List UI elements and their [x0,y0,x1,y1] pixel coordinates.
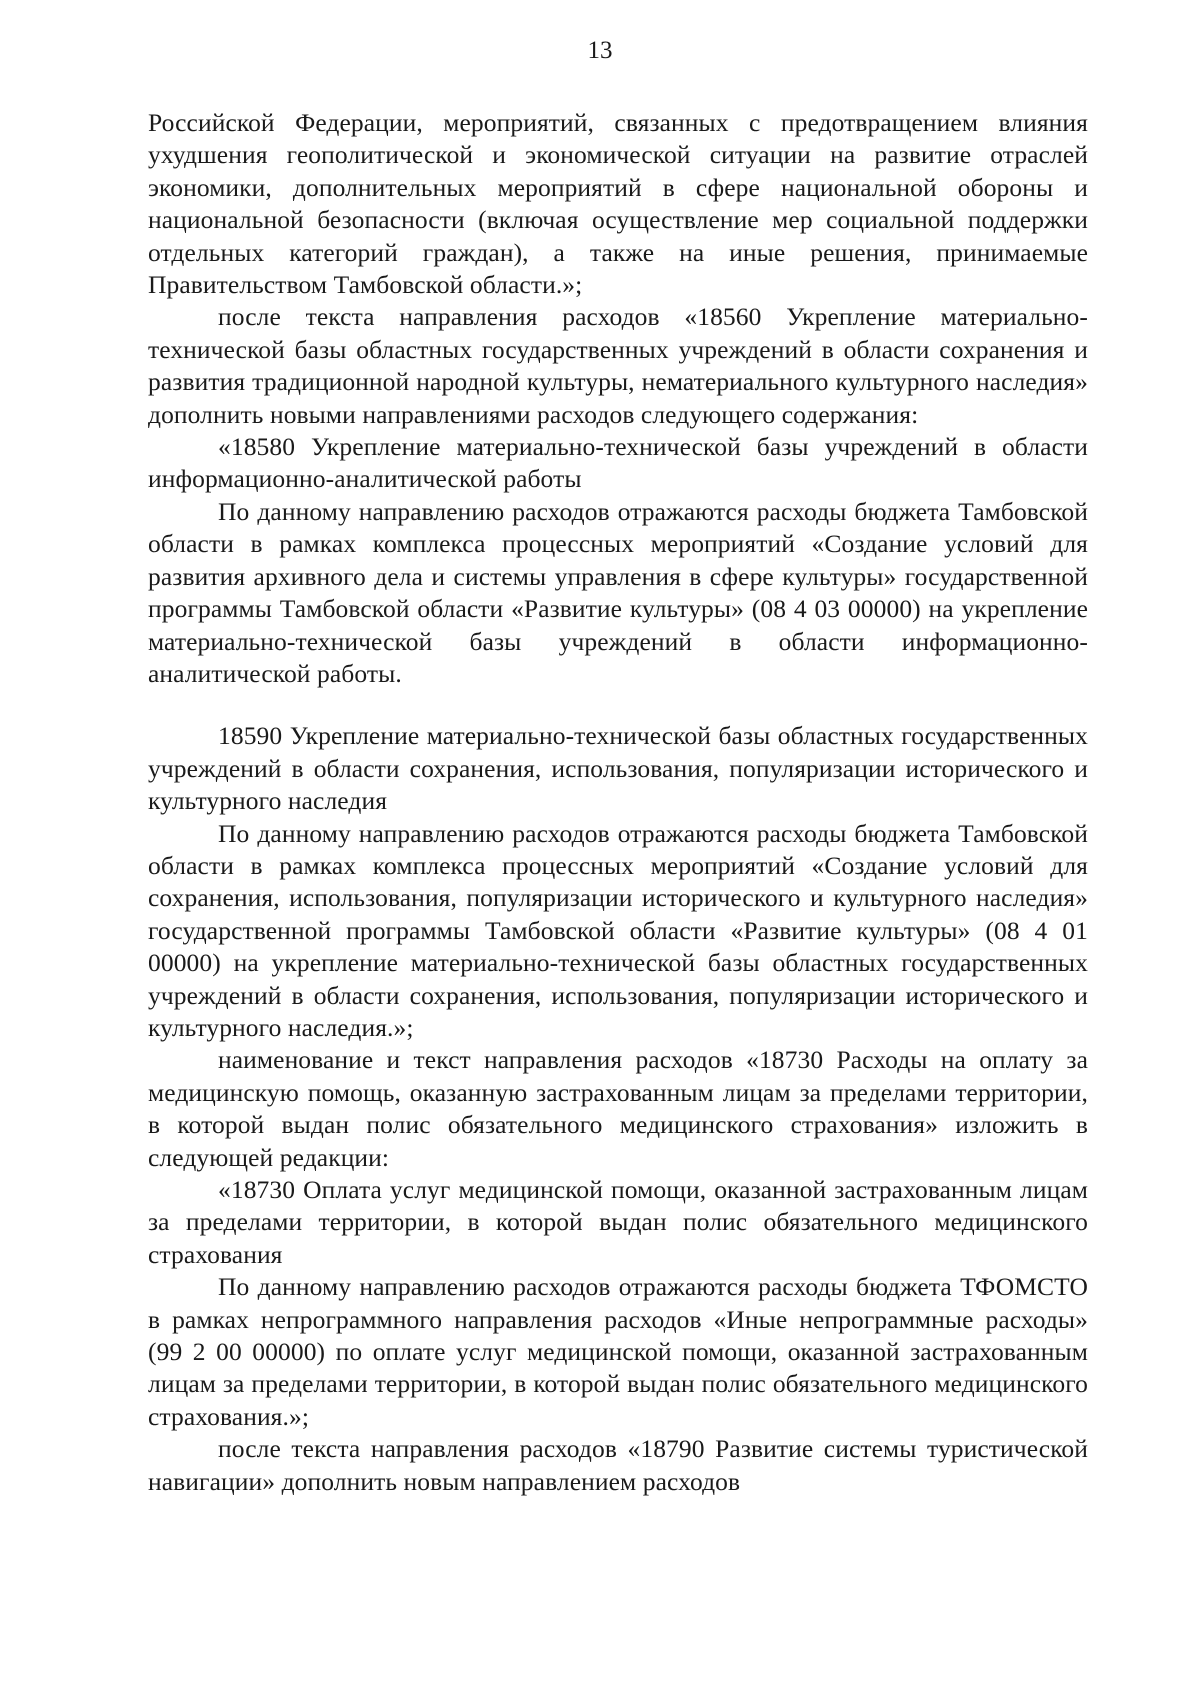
paragraph-amendment-18790: после текста направления расходов «18790 Развитие системы туристической навигации» дополнить новым направлением расходов [148,1434,1088,1496]
paragraph-description-18590: По данному направлению расходов отражаются расходы бюджета Тамбовской области в рамках комплекса процессных мероприятий «Создание условий для сохранения, использования, популяризации исторического и культурного наследия» государственной программы Тамбовской области «Развитие культуры» (08 4 01 00000) на укрепление материально-технической базы областных государственных учреждений в области сохранения, использования, популяризации исторического и культурного наследия.»; [148,818,1088,1042]
paragraph-amendment-18730: наименование и текст направления расходов «18730 Расходы на оплату за медицинскую помощь, оказанную застрахованным лицам за пределами территории, в которой выдан полис обязательного медицинского страхования» изложить в следующей редакции: [148,1045,1088,1172]
page-number: 13 [587,37,613,64]
document-body [148,107,1088,1498]
paragraph-heading-18730: «18730 Оплата услуг медицинской помощи, оказанной застрахованным лицам за пределами территории, в которой выдан полис обязательного медицинского страхования [148,1175,1088,1269]
paragraph-continuation: Российской Федерации, мероприятий, связанных с предотвращением влияния ухудшения геополитической и экономической ситуации на развитие отраслей экономики, дополнительных мероприятий в сфере национальной обороны и национальной безопасности (включая осуществление мер социальной поддержки отдельных категорий граждан), а также на иные решения, принимаемые Правительством Тамбовской области.»; [148,108,1088,300]
paragraph-description-18730: По данному направлению расходов отражаются расходы бюджета ТФОМСТО в рамках непрограммного направления расходов «Иные непрограммные расходы» (99 2 00 00000) по оплате услуг медицинской помощи, оказанной застрахованным лицам за пределами территории, в которой выдан полис обязательного медицинского страхования.»; [148,1272,1088,1431]
paragraph-amendment-18560: после текста направления расходов «18560 Укрепление материально-технической базы областных государственных учреждений в области сохранения и развития традиционной народной культуры, нематериального культурного наследия» дополнить новыми направлениями расходов следующего содержания: [148,302,1088,429]
paragraph-heading-18590: 18590 Укрепление материально-технической базы областных государственных учреждений в области сохранения, использования, популяризации исторического и культурного наследия [148,721,1088,816]
paragraph-heading-18580: «18580 Укрепление материально-технической базы учреждений в области информационно-аналитической работы [148,432,1088,494]
paragraph-description-18580: По данному направлению расходов отражаются расходы бюджета Тамбовской области в рамках комплекса процессных мероприятий «Создание условий для развития архивного дела и системы управления в сфере культуры» государственной программы Тамбовской области «Развитие культуры» (08 4 03 00000) на укрепление материально-технической базы учреждений в области информационно-аналитической работы. [148,496,1088,688]
